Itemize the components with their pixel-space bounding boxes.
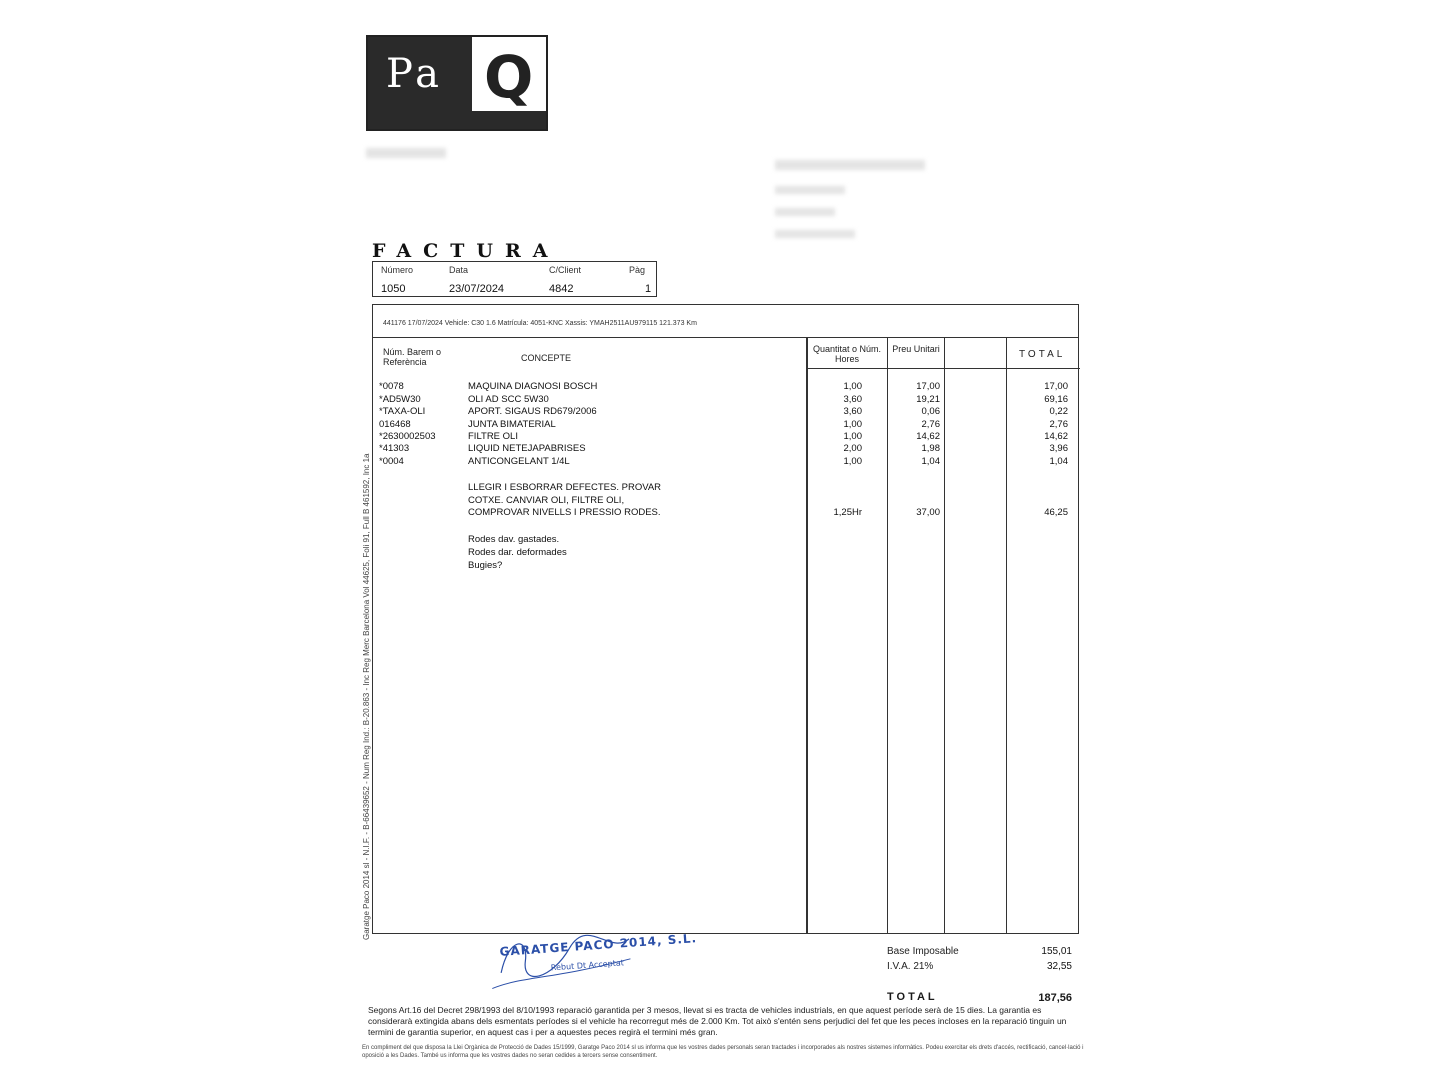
row-total: 14,62: [1044, 431, 1068, 442]
iva-value: 32,55: [1046, 961, 1072, 972]
note-line: Rodes dav. gastades.: [468, 534, 560, 545]
table-row: [373, 406, 1078, 419]
row-qty: 2,00: [843, 443, 862, 454]
row-ref: *0004: [379, 456, 404, 467]
header-divider: [806, 368, 1080, 369]
row-qty: 1,00: [843, 419, 862, 430]
stamp-received-text: Rebut Dt Acceptat: [550, 958, 625, 973]
invoice-page-label: Pàg: [629, 265, 646, 275]
invoice-lines-table: [372, 304, 1079, 934]
row-total: 0,22: [1049, 406, 1068, 417]
invoice-date: 23/07/2024: [449, 283, 505, 295]
company-stamp: [499, 931, 699, 976]
vehicle-info: 441176 17/07/2024 Vehicle: C30 1.6 Matrícula: 4051-KNC Xassis: YMAH2511AU979115 121.373 Km: [383, 320, 697, 327]
row-ref: *0078: [379, 381, 404, 392]
invoice-client-label: C/Client: [549, 265, 582, 275]
row-concept: JUNTA BIMATERIAL: [468, 419, 556, 430]
company-registry-text: Garatge Paco 2014 sl - N.I.F. - B-66439652 - Num Reg Ind.: B-20.863 - Inc Reg Merc Barcelona Vol 44625, Foli 91, Full B 461592, Inc 1a: [362, 453, 371, 940]
row-price: 0,06: [921, 406, 940, 417]
logo-left-text: Pa: [386, 51, 443, 97]
table-row: [373, 456, 1078, 469]
redacted-client-name: [775, 160, 925, 170]
invoice-client: 4842: [549, 283, 574, 295]
base-value: 155,01: [1041, 946, 1072, 957]
row-qty: 1,00: [843, 431, 862, 442]
table-divider: [373, 337, 1078, 338]
signature-scribble: [488, 923, 642, 993]
logo-bottom-strip: [368, 111, 546, 129]
labour-price: 37,00: [916, 507, 940, 518]
row-price: 2,76: [921, 419, 940, 430]
note-line: Bugies?: [468, 560, 503, 571]
row-price: 1,04: [921, 456, 940, 467]
header-concept: CONCEPTE: [521, 353, 572, 363]
labour-qty: 1,25Hr: [833, 507, 862, 518]
iva-label: I.V.A. 21%: [887, 961, 934, 972]
base-label: Base Imposable: [887, 946, 959, 957]
invoice-number-label: Número: [381, 265, 414, 275]
header-price: Preu Unitari: [892, 344, 940, 354]
row-qty: 3,60: [843, 406, 862, 417]
row-total: 1,04: [1049, 456, 1068, 467]
redacted-client-nif: [775, 230, 855, 238]
total-value: 187,56: [1038, 992, 1072, 1004]
row-qty: 1,00: [843, 381, 862, 392]
redacted-company-address: [366, 148, 446, 158]
invoice-date-label: Data: [449, 265, 469, 275]
table-row: [373, 381, 1078, 394]
row-ref: *AD5W30: [379, 394, 421, 405]
row-ref: *41303: [379, 443, 410, 454]
redacted-client-city: [775, 208, 835, 216]
row-qty: 1,00: [843, 456, 862, 467]
company-logo: [366, 35, 548, 131]
labour-description-line: COTXE. CANVIAR OLI, FILTRE OLI,: [468, 495, 625, 506]
row-total: 69,16: [1044, 394, 1068, 405]
row-ref: *2630002503: [379, 431, 436, 442]
row-concept: OLI AD SCC 5W30: [468, 394, 549, 405]
privacy-notice: En compliment del que disposa la Llei Orgànica de Protecció de Dades 15/1999, Garatge Paco 2014 sl us informa que les vostres dades personals seran tractades i incorporades als nostres sistemes informàtics. Podeu exercitar els drets d'accés, rectificació, cancel·lació i oposició a les Dades. També us informa que les vostres dades no seran cedides a tercers sense consentiment.: [362, 1045, 1084, 1059]
redacted-client-address: [775, 186, 845, 194]
invoice-header-box: [372, 261, 657, 297]
row-concept: LIQUID NETEJAPABRISES: [468, 443, 586, 454]
row-price: 14,62: [916, 431, 940, 442]
labour-row: [373, 507, 1078, 520]
total-label: TOTAL: [887, 991, 938, 1003]
row-price: 19,21: [916, 394, 940, 405]
row-price: 17,00: [916, 381, 940, 392]
row-ref: 016468: [379, 419, 411, 430]
row-concept: MAQUINA DIAGNOSI BOSCH: [468, 381, 598, 392]
document-title: FACTURA: [372, 240, 560, 262]
header-qty: Quantitat o Núm. Hores: [812, 344, 882, 364]
header-total: TOTAL: [1019, 349, 1066, 360]
row-ref: *TAXA-OLI: [379, 406, 426, 417]
row-total: 3,96: [1049, 443, 1068, 454]
warranty-notice: Segons Art.16 del Decret 298/1993 del 8/10/1993 reparació garantida per 3 mesos, llevat si es tracta de vehicles industrials, en que aquest període serà de 15 dies. La garantia es considerarà extingida abans dels esmentats períodes si el vehicle ha recorregut més de 2.000 Km. Tot això s'entén sens perjudici del fet que les peces incloses en la reparació tinguin un termini de garantia superior, en aquest cas i per a aquestes peces regirà el termini més gran.: [368, 1005, 1067, 1037]
labour-description-line: COMPROVAR NIVELLS I PRESSIO RODES.: [468, 507, 661, 518]
row-concept: FILTRE OLI: [468, 431, 518, 442]
labour-total: 46,25: [1044, 507, 1068, 518]
note-line: Rodes dar. deformades: [468, 547, 567, 558]
row-concept: ANTICONGELANT 1/4L: [468, 456, 570, 467]
labour-description-line: LLEGIR I ESBORRAR DEFECTES. PROVAR: [468, 482, 662, 493]
row-total: 17,00: [1044, 381, 1068, 392]
invoice-page: 1: [645, 283, 652, 295]
stamp-company-name: GARATGE PACO 2014, S.L.: [499, 931, 698, 959]
invoice-number: 1050: [381, 283, 406, 295]
row-concept: APORT. SIGAUS RD679/2006: [468, 406, 597, 417]
table-row: [373, 443, 1078, 456]
row-price: 1,98: [921, 443, 940, 454]
logo-right-text: Q: [484, 43, 534, 111]
row-qty: 3,60: [843, 394, 862, 405]
row-total: 2,76: [1049, 419, 1068, 430]
header-ref: Núm. Barem o Referència: [383, 347, 442, 367]
